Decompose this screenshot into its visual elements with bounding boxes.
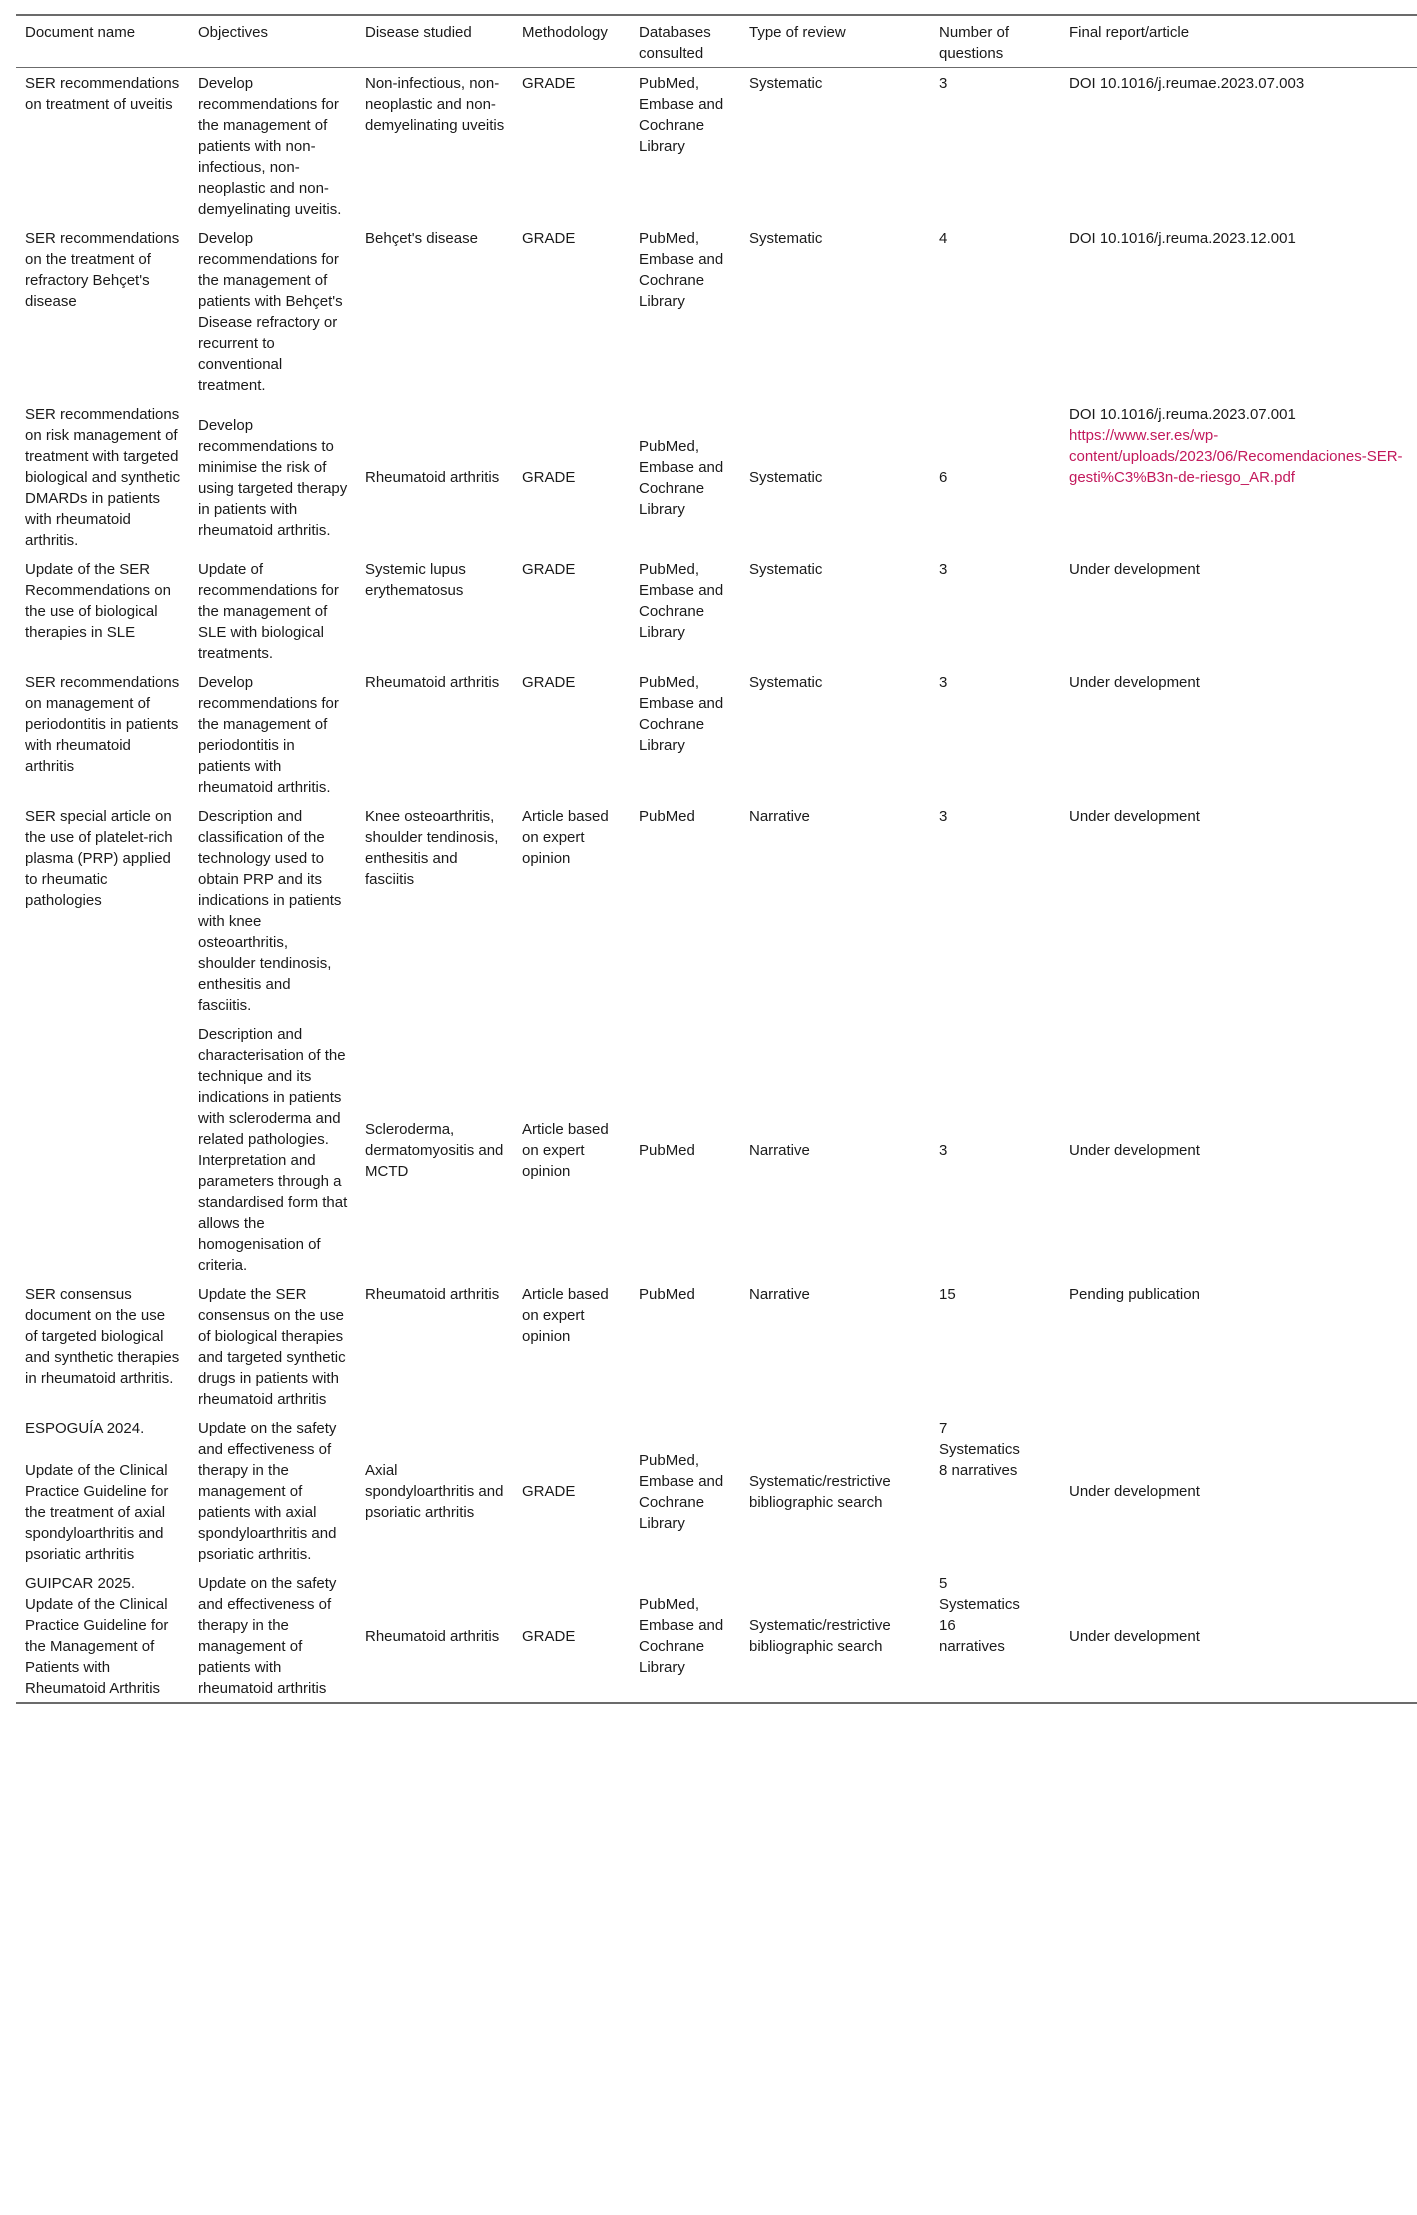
cell-document-name: SER recommendations on risk management of treatment with targeted biological and synthetic DMARDs in patients with rheumatoid arthritis. xyxy=(25,406,181,549)
cell-objectives: Update on the safety and effectiveness of therapy in the management of patients with axial spondyloarthritis and psoriatic arthritis. xyxy=(198,1420,337,1563)
cell-questions: 3 xyxy=(939,808,948,825)
cell-questions: 3 xyxy=(939,561,948,578)
header-final-report: Final report/article xyxy=(1069,24,1190,41)
cell-methodology: GRADE xyxy=(522,469,576,486)
cell-disease: Rheumatoid arthritis xyxy=(365,469,500,486)
cell-final-report: Under development xyxy=(1069,1627,1200,1645)
cell-disease: Rheumatoid arthritis xyxy=(365,674,500,691)
cell-final-report: Under development xyxy=(1069,561,1200,578)
cell-databases: PubMed, Embase and Cochrane Library xyxy=(639,437,724,518)
cell-databases: PubMed, Embase and Cochrane Library xyxy=(639,75,724,155)
cell-objectives: Develop recommendations to minimise the risk of using targeted therapy in patients with rheumatoid arthritis. xyxy=(198,416,348,539)
cell-databases: PubMed xyxy=(639,1141,695,1159)
table-row xyxy=(16,68,1417,224)
cell-objectives: Develop recommendations for the management of periodontitis in patients with rheumatoid arthritis. xyxy=(198,674,339,796)
cell-review-type: Systematic xyxy=(749,561,823,578)
header-review-type: Type of review xyxy=(749,24,846,41)
cell-methodology: GRADE xyxy=(522,561,576,578)
cell-methodology: GRADE xyxy=(522,1483,576,1500)
cell-questions: 7 Systematics 8 narratives xyxy=(939,1420,1020,1479)
table-row xyxy=(16,1413,1417,1568)
cell-review-type: Systematic/restrictive bibliographic search xyxy=(749,1617,891,1655)
header-objectives: Objectives xyxy=(198,24,269,41)
cell-databases: PubMed, Embase and Cochrane Library xyxy=(639,1451,724,1532)
cell-document-name xyxy=(16,1019,189,1279)
cell-review-type: Systematic/restrictive bibliographic search xyxy=(749,1472,891,1511)
cell-review-type: Systematic xyxy=(749,230,823,247)
cell-disease: Systemic lupus erythematosus xyxy=(365,561,466,599)
cell-review-type: Narrative xyxy=(749,1286,810,1303)
cell-document-name: SER recommendations on management of periodontitis in patients with rheumatoid arthritis xyxy=(25,674,180,775)
header-methodology: Methodology xyxy=(522,24,608,41)
header-databases: Databases consulted xyxy=(639,24,711,62)
recommendations-table xyxy=(16,14,1417,1704)
cell-databases: PubMed, Embase and Cochrane Library xyxy=(639,674,724,754)
cell-document-name: GUIPCAR 2025. Update of the Clinical Practice Guideline for the Management of Patients with Rheumatoid Arthritis xyxy=(25,1575,169,1697)
cell-objectives: Develop recommendations for the management of patients with Behçet's Disease refractory or recurrent to conventional treatment. xyxy=(198,230,343,394)
cell-final-report: Under development xyxy=(1069,1483,1200,1500)
cell-disease: Knee osteoarthritis, shoulder tendinosis, enthesitis and fasciitis xyxy=(365,808,499,888)
table-row xyxy=(16,1568,1417,1703)
table-row xyxy=(16,801,1417,1019)
header-questions: Number of questions xyxy=(939,24,1010,62)
cell-questions: 15 xyxy=(939,1286,956,1303)
cell-final-report xyxy=(1060,399,1417,554)
cell-methodology: GRADE xyxy=(522,230,576,247)
final-report-link[interactable]: https://www.ser.es/wp-content/uploads/2023/06/Recomendaciones-SER-gesti%C3%B3n-de-riesgo_AR.pdf xyxy=(1069,427,1403,486)
cell-document-name: Update of the SER Recommendations on the use of biological therapies in SLE xyxy=(25,561,171,641)
final-report-doi: DOI 10.1016/j.reuma.2023.07.001 xyxy=(1069,406,1296,423)
cell-methodology: GRADE xyxy=(522,1627,576,1645)
cell-databases: PubMed, Embase and Cochrane Library xyxy=(639,1596,724,1676)
cell-databases: PubMed, Embase and Cochrane Library xyxy=(639,561,724,641)
cell-questions: 4 xyxy=(939,230,948,247)
cell-databases: PubMed xyxy=(639,1286,695,1303)
table-row xyxy=(16,1019,1417,1279)
cell-document-name: SER recommendations on treatment of uveitis xyxy=(25,75,180,113)
cell-methodology: GRADE xyxy=(522,75,576,92)
cell-methodology: Article based on expert opinion xyxy=(522,808,609,867)
cell-document-name: SER recommendations on the treatment of refractory Behçet's disease xyxy=(25,230,180,310)
header-disease-studied: Disease studied xyxy=(365,24,472,41)
cell-databases: PubMed xyxy=(639,808,695,825)
cell-methodology: Article based on expert opinion xyxy=(522,1286,609,1345)
cell-final-report: Under development xyxy=(1069,674,1200,691)
cell-disease: Axial spondyloarthritis and psoriatic arthritis xyxy=(365,1462,504,1521)
cell-review-type: Narrative xyxy=(749,808,810,825)
cell-methodology: Article based on expert opinion xyxy=(522,1120,609,1180)
header-document-name: Document name xyxy=(25,24,136,41)
cell-disease: Scleroderma, dermatomyositis and MCTD xyxy=(365,1120,504,1180)
cell-objectives: Update of recommendations for the management of SLE with biological treatments. xyxy=(198,561,339,662)
table-row xyxy=(16,554,1417,667)
table-row xyxy=(16,223,1417,399)
cell-disease: Non-infectious, non-neoplastic and non-demyelinating uveitis xyxy=(365,75,505,134)
cell-review-type: Systematic xyxy=(749,674,823,691)
table-header-row xyxy=(16,15,1417,68)
cell-final-report: Pending publication xyxy=(1069,1286,1200,1303)
table-row xyxy=(16,1279,1417,1413)
table-row xyxy=(16,667,1417,801)
cell-final-report: DOI 10.1016/j.reumae.2023.07.003 xyxy=(1069,75,1305,92)
cell-review-type: Narrative xyxy=(749,1141,810,1159)
cell-disease: Rheumatoid arthritis xyxy=(365,1627,500,1645)
cell-questions: 3 xyxy=(939,674,948,691)
cell-final-report: DOI 10.1016/j.reuma.2023.12.001 xyxy=(1069,230,1296,247)
cell-questions: 3 xyxy=(939,1141,948,1159)
cell-review-type: Systematic xyxy=(749,469,823,486)
cell-methodology: GRADE xyxy=(522,674,576,691)
cell-disease: Behçet's disease xyxy=(365,230,478,247)
cell-questions: 6 xyxy=(939,469,948,486)
cell-final-report: Under development xyxy=(1069,808,1200,825)
cell-final-report: Under development xyxy=(1069,1141,1200,1159)
cell-databases: PubMed, Embase and Cochrane Library xyxy=(639,230,724,310)
table-row xyxy=(16,399,1417,554)
cell-questions: 5 Systematics 16 narratives xyxy=(939,1575,1020,1655)
cell-objectives: Description and characterisation of the technique and its indications in patients with scleroderma and related pathologies. Interpretation and parameters through a standardised form that allows the homogenisation of criteria. xyxy=(198,1026,348,1274)
cell-objectives: Update the SER consensus on the use of biological therapies and targeted synthetic drugs in patients with rheumatoid arthritis xyxy=(198,1286,346,1408)
cell-document-name: ESPOGUÍA 2024. Update of the Clinical Practice Guideline for the treatment of axial spondyloarthritis and psoriatic arthritis xyxy=(25,1420,169,1563)
cell-review-type: Systematic xyxy=(749,75,823,92)
cell-document-name: SER special article on the use of platelet-rich plasma (PRP) applied to rheumatic pathologies xyxy=(25,808,173,909)
cell-disease: Rheumatoid arthritis xyxy=(365,1286,500,1303)
cell-objectives: Description and classification of the technology used to obtain PRP and its indications in patients with knee osteoarthritis, shoulder tendinosis, enthesitis and fasciitis. xyxy=(198,808,342,1014)
cell-document-name: SER consensus document on the use of targeted biological and synthetic therapies in rheumatoid arthritis. xyxy=(25,1286,180,1387)
cell-objectives: Develop recommendations for the management of patients with non-infectious, non-neoplastic and non-demyelinating uveitis. xyxy=(198,75,342,218)
cell-questions: 3 xyxy=(939,75,948,92)
cell-objectives: Update on the safety and effectiveness of therapy in the management of patients with rheumatoid arthritis xyxy=(198,1575,337,1697)
